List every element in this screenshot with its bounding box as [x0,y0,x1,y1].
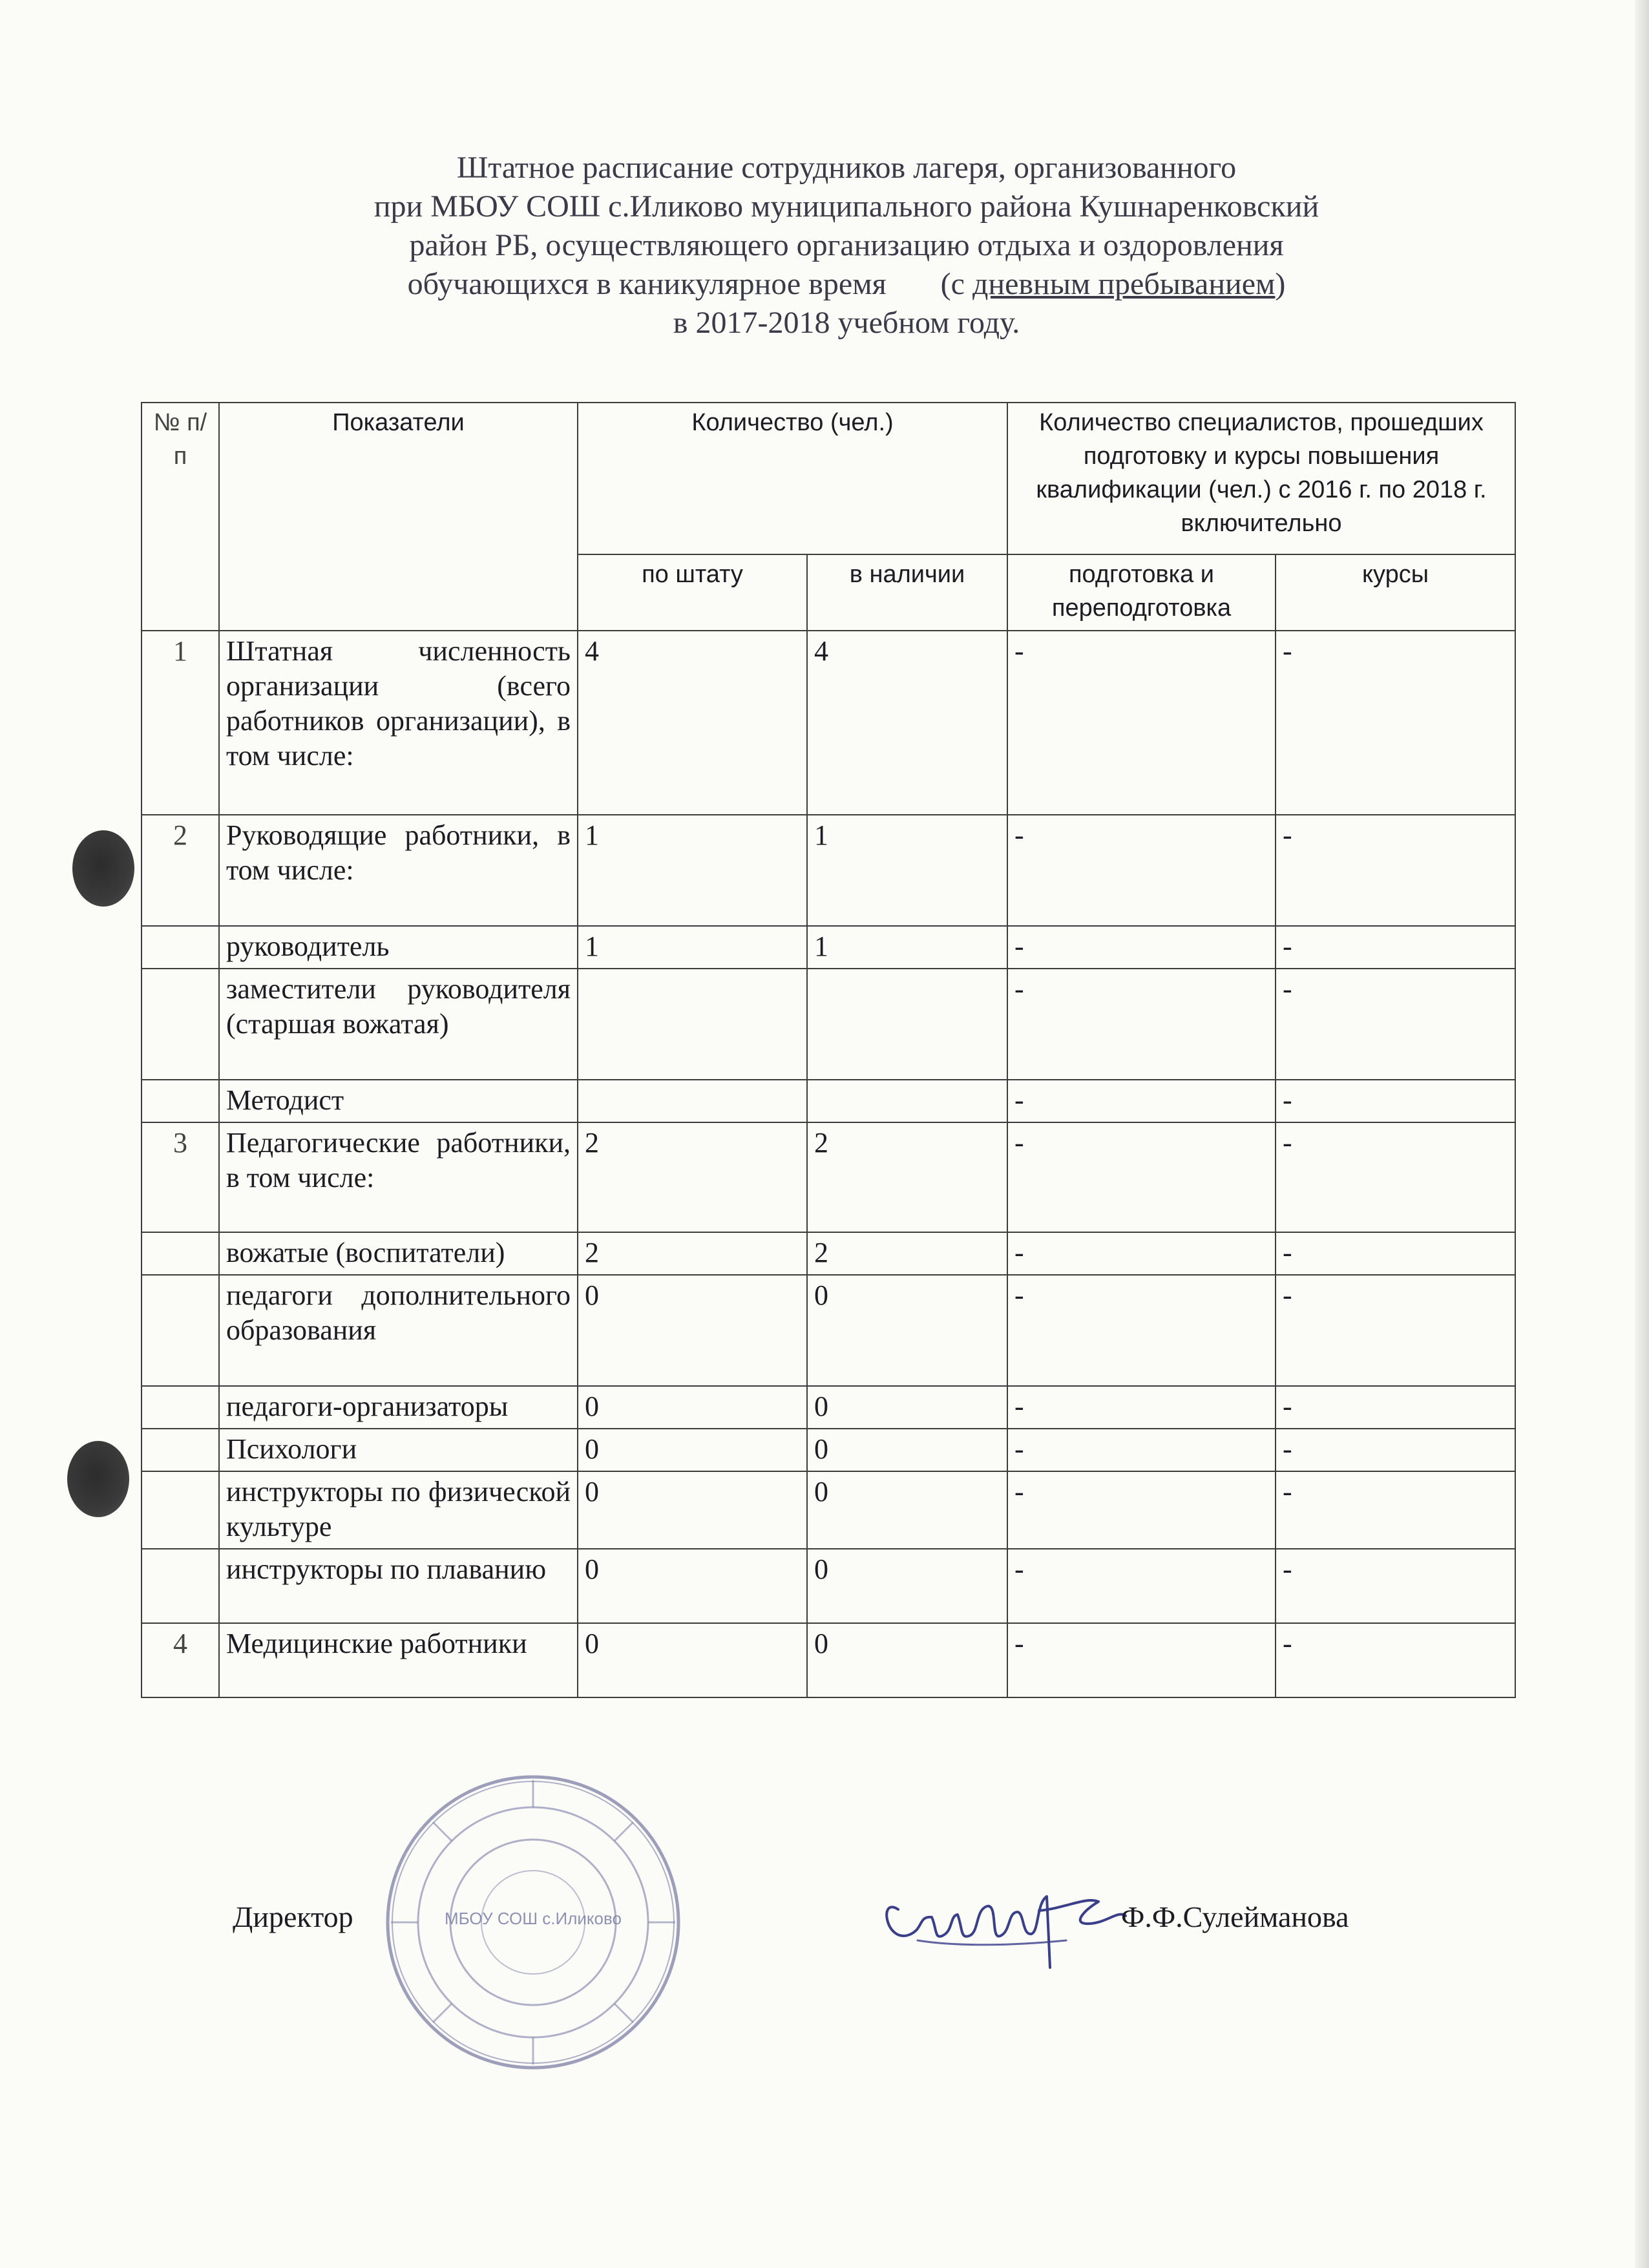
row-number [142,1471,219,1549]
table-body [142,631,1515,1697]
row-number [142,1080,219,1122]
row-training: - [1007,1549,1276,1623]
row-available: 0 [807,1429,1007,1471]
row-by-staff: 0 [578,1471,807,1549]
row-number [142,1275,219,1386]
row-indicator: педагоги-организаторы [219,1386,578,1429]
row-training: - [1007,1080,1276,1122]
table-row [142,1080,1515,1122]
header-training: подготовка и переподготовка [1007,554,1276,631]
row-courses: - [1276,1275,1515,1386]
row-courses: - [1276,1429,1515,1471]
row-courses: - [1276,1471,1515,1549]
row-training: - [1007,1232,1276,1275]
row-number: 2 [142,815,219,926]
row-available: 1 [807,815,1007,926]
row-by-staff [578,1080,807,1122]
title-line-3: район РБ, осуществляющего организацию отдыха и оздоровления [409,228,1284,262]
row-by-staff: 0 [578,1386,807,1429]
row-by-staff: 1 [578,926,807,969]
row-courses: - [1276,1080,1515,1122]
table-row [142,1549,1515,1623]
row-available: 0 [807,1386,1007,1429]
row-training: - [1007,1275,1276,1386]
row-training: - [1007,1623,1276,1697]
table-header-row [142,403,1515,554]
row-indicator: заместители руководителя (старшая вожатая) [219,969,578,1080]
title-line-4 [181,265,1512,304]
row-number [142,1429,219,1471]
row-indicator: Штатная численность организации (всего работников организации), в том числе: [219,631,578,815]
row-available: 1 [807,926,1007,969]
table-row [142,926,1515,969]
title-line-2: при МБОУ СОШ с.Иликово муниципального района Кушнаренковский [373,189,1319,224]
title-line-4-prefix: обучающихся в каникулярное время (с [407,267,972,301]
row-available: 0 [807,1275,1007,1386]
row-indicator: инструкторы по плаванию [219,1549,578,1623]
staff-table [141,402,1516,1698]
row-courses: - [1276,969,1515,1080]
table-row [142,1275,1515,1386]
row-training: - [1007,1386,1276,1429]
table-row [142,1122,1515,1232]
row-by-staff: 0 [578,1275,807,1386]
row-by-staff: 0 [578,1623,807,1697]
row-indicator: Педагогические работники, в том числе: [219,1122,578,1232]
table-row [142,1471,1515,1549]
table-row [142,1623,1515,1697]
row-by-staff: 4 [578,631,807,815]
row-available: 0 [807,1623,1007,1697]
header-courses: курсы [1276,554,1515,631]
row-number [142,969,219,1080]
row-courses: - [1276,631,1515,815]
row-by-staff [578,969,807,1080]
row-number [142,1386,219,1429]
table-row [142,1429,1515,1471]
row-courses: - [1276,1549,1515,1623]
title-line-5: в 2017-2018 учебном году. [673,306,1020,340]
punch-hole [67,1441,129,1517]
row-indicator: Медицинские работники [219,1623,578,1697]
director-label: Директор [233,1900,353,1933]
row-by-staff: 1 [578,815,807,926]
row-available [807,1080,1007,1122]
title-line-4-suffix: ) [1275,267,1286,301]
table-row [142,1232,1515,1275]
round-seal-stamp [381,1770,685,2074]
row-available: 2 [807,1122,1007,1232]
row-training: - [1007,631,1276,815]
row-number [142,926,219,969]
row-courses: - [1276,1122,1515,1232]
row-available [807,969,1007,1080]
row-by-staff: 0 [578,1429,807,1471]
title-line-1: Штатное расписание сотрудников лагеря, организованного [456,151,1237,185]
row-by-staff: 2 [578,1122,807,1232]
row-training: - [1007,1122,1276,1232]
header-number: № п/п [142,403,219,631]
row-indicator: инструкторы по физической культуре [219,1471,578,1549]
row-number [142,1549,219,1623]
row-training: - [1007,1429,1276,1471]
row-indicator: Психологи [219,1429,578,1471]
table-row [142,969,1515,1080]
row-indicator: педагоги дополнительного образования [219,1275,578,1386]
stamp-center-text: МБОУ СОШ с.Иликово [444,1909,622,1928]
row-by-staff: 2 [578,1232,807,1275]
row-number: 1 [142,631,219,815]
row-courses: - [1276,1386,1515,1429]
director-signature [872,1871,1144,1980]
table-row [142,631,1515,815]
table-row [142,1386,1515,1429]
director-name: Ф.Ф.Сулейманова [1121,1900,1349,1933]
table-row [142,815,1515,926]
document-title [181,149,1512,342]
header-indicators: Показатели [219,403,578,631]
header-by-staff: по штату [578,554,807,631]
row-number: 4 [142,1623,219,1697]
row-courses: - [1276,1623,1515,1697]
row-courses: - [1276,1232,1515,1275]
title-line-4-underlined: дневным пребыванием [972,267,1276,301]
row-training: - [1007,815,1276,926]
row-number: 3 [142,1122,219,1232]
row-courses: - [1276,815,1515,926]
row-indicator: руководитель [219,926,578,969]
row-number [142,1232,219,1275]
header-quantity: Количество (чел.) [578,403,1007,554]
row-training: - [1007,969,1276,1080]
row-indicator: Методист [219,1080,578,1122]
row-available: 0 [807,1549,1007,1623]
row-courses: - [1276,926,1515,969]
row-indicator: Руководящие работники, в том числе: [219,815,578,926]
row-training: - [1007,1471,1276,1549]
row-available: 4 [807,631,1007,815]
page-right-edge [1635,0,1649,2268]
row-available: 0 [807,1471,1007,1549]
row-indicator: вожатые (воспитатели) [219,1232,578,1275]
row-by-staff: 0 [578,1549,807,1623]
header-specialists: Количество специалистов, прошедших подготовку и курсы повышения квалификации (чел.) с 2016 г. по 2018 г. включительно [1007,403,1515,554]
row-available: 2 [807,1232,1007,1275]
header-available: в наличии [807,554,1007,631]
punch-hole [72,830,134,907]
row-training: - [1007,926,1276,969]
